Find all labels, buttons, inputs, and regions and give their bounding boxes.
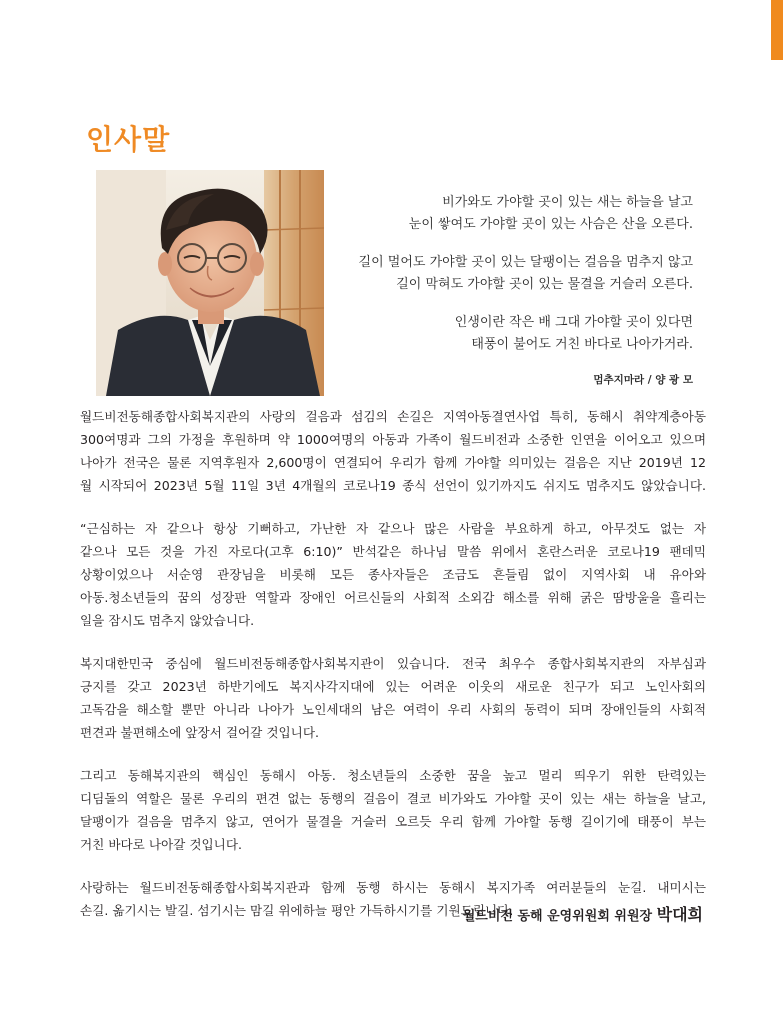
text-line: 사랑하는 월드비전동해종합사회복지관과 함께 동행 하시는 동해시 복지가족 여러분들의 눈길. 내미시는 [80, 880, 706, 895]
text-line: 같으나 모든 것을 가진 자로다(고후 6:10)” 반석같은 하나님 말씀 위에서 혼란스러운 코로나19 팬데믹 [80, 544, 706, 559]
text-line: “근심하는 자 같으나 항상 기뻐하고, 가난한 자 같으나 많은 사람을 부요하게 하고, 아무것도 없는 자 [80, 521, 706, 536]
text-line: 그리고 동해복지관의 핵심인 동해시 아동. 청소년들의 소중한 꿈을 높고 멀리 띄우기 위한 탄력있는 [80, 768, 706, 783]
poem [313, 192, 693, 387]
text-line: 손길. 옮기시는 발길. 섬기시는 맘길 위에하늘 평안 가득하시기를 기원드립니다. [80, 903, 514, 918]
poem-source: 멈추지마라 / 양 광 모 [593, 374, 693, 386]
poem-line: 비가와도 가야할 곳이 있는 새는 하늘을 날고 [442, 195, 693, 210]
text-line: 편견과 불편해소에 앞장서 걸어갈 것입니다. [80, 725, 319, 740]
poem-stanza [313, 192, 693, 236]
signature-name: 박대희 [656, 905, 703, 924]
paragraph [80, 764, 706, 856]
paragraph [80, 652, 706, 744]
text-line: 디딤돌의 역할은 물론 우리의 편견 없는 동행의 걸음이 결코 비가와도 가야할 곳이 있는 새는 하늘을 날고, [80, 791, 706, 806]
text-line: 300여명과 그의 가정을 후원하며 약 1000여명의 아동과 가족이 월드비전과 소중한 인연을 이어오고 있으며 [80, 432, 706, 447]
paragraph [80, 405, 706, 497]
text-line: 긍지를 갖고 2023년 하반기에도 복지사각지대에 있는 어려운 이웃의 새로운 친구가 되고 노인사회의 [80, 679, 706, 694]
text-line: 복지대한민국 중심에 월드비전동해종합사회복지관이 있습니다. 전국 최우수 종합사회복지관의 자부심과 [80, 656, 706, 671]
greeting-body [80, 405, 706, 942]
poem-stanza [313, 252, 693, 296]
page-edge-tab [771, 0, 783, 60]
page-title: 인사말 [86, 123, 171, 156]
poem-line: 태풍이 불어도 거친 바다로 나아가거라. [471, 337, 693, 352]
poem-line: 인생이란 작은 배 그대 가야할 곳이 있다면 [454, 315, 693, 330]
paragraph [80, 517, 706, 632]
text-line: 달팽이가 걸음을 멈추지 않고, 연어가 물결을 거슬러 오르듯 우리 함께 가야할 동행 길이기에 태풍이 부는 [80, 814, 706, 829]
signature-title: 월드비전 동해 운영위원회 위원장 [462, 909, 653, 924]
poem-line: 길이 멀어도 가야할 곳이 있는 달팽이는 걸음을 멈추지 않고 [358, 255, 693, 270]
text-line: 나아가 전국은 물론 지역후원자 2,600명이 연결되어 우리가 함께 가야할 의미있는 걸음은 지난 2019년 12 [80, 455, 706, 470]
text-line: 월 시작되어 2023년 5월 11일 3년 4개월의 코로나19 종식 선언이 있기까지도 쉬지도 멈추지도 않았습니다. [80, 478, 706, 493]
text-line: 거친 바다로 나아갈 것입니다. [80, 837, 242, 852]
text-line: 일을 잠시도 멈추지 않았습니다. [80, 613, 255, 628]
poem-line: 길이 막혀도 가야할 곳이 있는 물결을 거슬러 오른다. [396, 277, 693, 292]
poem-stanza [313, 312, 693, 356]
text-line: 상황이었으나 서순영 관장님을 비롯해 모든 종사자들은 조금도 흔들림 없이 지역사회 내 유아와 [80, 567, 706, 582]
text-line: 월드비전동해종합사회복지관의 사랑의 걸음과 섬김의 손길은 지역아동결연사업 특히, 동해시 취약계층아동 [80, 409, 706, 424]
text-line: 고독감을 해소할 뿐만 아니라 나아가 노인세대의 남은 여력이 우리 사회의 동력이 되며 장애인들의 사회적 [80, 702, 706, 717]
portrait-photo [96, 170, 324, 396]
signature [463, 902, 703, 925]
poem-line: 눈이 쌓여도 가야할 곳이 있는 사슴은 산을 오른다. [408, 217, 693, 232]
text-line: 아동.청소년들의 꿈의 성장판 역할과 장애인 어르신들의 사회적 소외감 해소를 위해 굵은 땀방울을 흘리는 [80, 590, 706, 605]
